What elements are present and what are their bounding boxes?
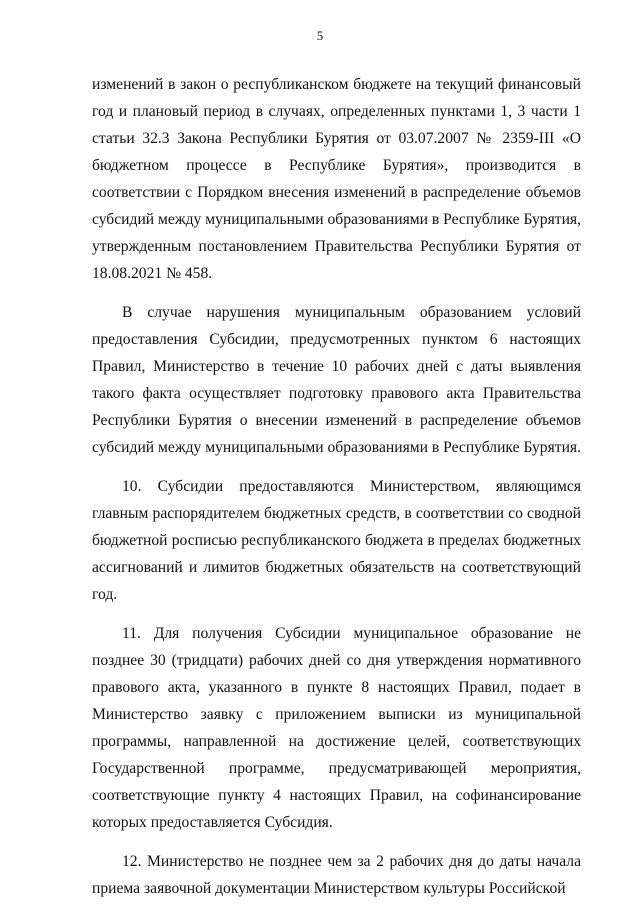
paragraph-item-11: 11. Для получения Субсидии муниципальное образование не позднее 30 (тридцати) рабочих дней со дня утверждения нормативного правового акта, указанного в пункте 8 настоящих Правил, подает в Министерство заявку с приложением выписки из муниципальной программы, направленной на достижение целей, соответствующих Государственной программе, предусматривающей мероприятия, соответствующие пункту 4 настоящих Правил, на софинансирование которых предоставляется Субсидия.	[92, 625, 581, 831]
document-body	[92, 71, 581, 914]
paragraph-item-12: 12. Министерство не позднее чем за 2 рабочих дня до даты начала приема заявочной документации Министерством культуры Российской	[92, 853, 581, 897]
paragraph-item-10: 10. Субсидии предоставляются Министерством, являющимся главным распорядителем бюджетных средств, в соответствии со сводной бюджетной росписью республиканского бюджета в пределах бюджетных ассигнований и лимитов бюджетных обязательств на соответствующий год.	[92, 478, 581, 603]
page-number: 5	[316, 28, 324, 43]
paragraph-violation-case: В случае нарушения муниципальным образованием условий предоставления Субсидии, предусмотренных пунктом 6 настоящих Правил, Министерство в течение 10 рабочих дней с даты выявления такого факта осуществляет подготовку правового акта Правительства Республики Бурятия о внесении изменений в распределение объемов субсидий между муниципальными образованиями в Республике Бурятия.	[92, 304, 582, 456]
paragraph-continuation: изменений в закон о республиканском бюджете на текущий финансовый год и плановый период в случаях, определенных пунктами 1, 3 части 1 статьи 32.3 Закона Республики Бурятия от 03.07.2007 № 2359-III «О бюджетном процессе в Республике Бурятия», производится в соответствии с Порядком внесения изменений в распределение объемов субсидий между муниципальными образованиями в Республике Бурятия, утвержденным постановлением Правительства Республики Бурятия от 18.08.2021 № 458.	[92, 76, 582, 282]
